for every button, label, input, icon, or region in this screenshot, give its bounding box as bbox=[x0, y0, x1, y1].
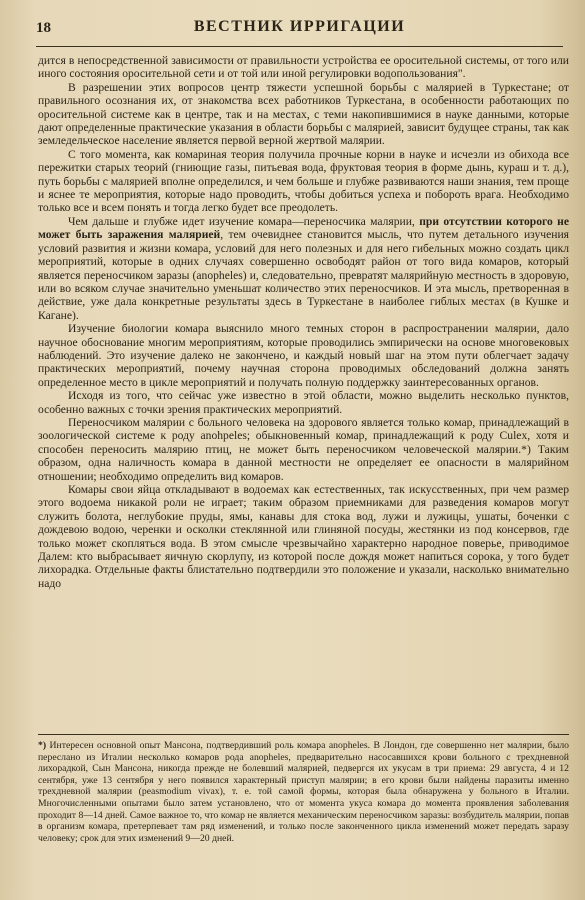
paragraph: Комары свои яйца откладывают в водоемах как естественных, так искусственных, при чем размер этого водоема никакой роли не играет; таким образом приемниками для разведения комаров могут служить болота, неглубокие пруды, ямы, канавы для стока вод, лужи и лужицы, ушаты, боченки с дождевою водою, черенки и осколки стеклянной или глиняной посуды, жестянки из под консервов, где только может скопляться вода. В этом смысле чрезвычайно характерно народное поверье, приводимое Далем: кто выбрасывает яичную скорлупу, из которой после дождя может напиться сорока, у того будет лихорадка. Отдельные факты блистательно подтвердили это положение и указали, насколько внимательно надо bbox=[38, 483, 569, 590]
paragraph-text: Чем дальше и глубже идет изучение комара—переносчика малярии, bbox=[68, 214, 420, 228]
paragraph: В разрешении этих вопросов центр тяжести успешной борьбы с малярией в Туркестане; от правильного осознания их, от знакомства всех работников Туркестана, в особенности работающих по оросительной системе как в центре, так и на местах, с теми накопившимися в науке данными, которые дают определенные практические указания в области борьбы с малярией, зависит будущее страны, так как земледельческое население является первой верной жертвой малярии. bbox=[38, 80, 569, 148]
paragraph bbox=[38, 215, 569, 322]
paragraph-text: , тем очевиднее становится мысль, что путем детального изучения условий развития и жизни комара, условий для него полезных и для него гибельных можно создать цикл мероприятий, которые в одних случаях совершенно освободят район от того вида комаров, который является переносчиком заразы (anopheles) и, следовательно, превратят малярийную местность в здоровую, или во всяком случае значительно уменьшат количество этих переносчиков. И эта мысль, претворенная в действие, уже дала конкретные результаты здесь в Туркестане в наиболее гиблых местах (в Кушке и Кагане). bbox=[38, 228, 569, 322]
paragraph: Исходя из того, что сейчас уже известно в этой области, можно выделить несколько пунктов, особенно важных с точки зрения практических мероприятий. bbox=[38, 389, 569, 416]
footnote-rule bbox=[38, 734, 569, 735]
paragraph: дится в непосредственной зависимости от правильности устройства ее оросительной системы, от того или иного состояния оросительной сети и от той или иной регулировки водопользования". bbox=[38, 54, 569, 81]
running-header bbox=[36, 18, 563, 42]
journal-title: ВЕСТНИК ИРРИГАЦИИ bbox=[193, 18, 406, 35]
header-rule bbox=[36, 46, 563, 47]
paragraph: Переносчиком малярии с больного человека на здорового является только комар, принадлежащий в зоологической системе к роду anohpeles; обыкновенный комар, принадлежащий к роду Culex, хотя и способен переносить малярию птиц, не может быть переносчиком человеческой малярии.*) Таким образом, одна наличность комара в данной местности не определяет ее опасности в малярийном отношении; необходимо определить вид комаров. bbox=[38, 415, 569, 483]
footnote-mark: *) bbox=[38, 740, 47, 751]
article-body bbox=[38, 54, 569, 590]
paragraph: Изучение биологии комара выяснило много темных сторон в распространении малярии, дало научное обоснование многим мероприятиям, которые проводились эмпирически на основе многовековых наблюдений. Это изучение далеко не закончено, и каждый новый шаг на этом пути облегчает задачу практических мероприятий, почему научная сторона проводимых обследований должна занять определенное место в цикле мероприятий и получать полную поддержку заинтересованных органов. bbox=[38, 322, 569, 389]
paragraph: С того момента, как комариная теория получила прочные корни в науке и исчезли из обихода все пережитки старых теорий (гниющие газы, питьевая вода, фруктовая теория в форме дынь, кураш и т. д.), путь борьбы с малярией вполне определился, и чем больше и глубже развиваются наши знания, тем проще и яснее те мероприятия, которые надо проводить, чтобы добиться успеха и побороть врага. Необходимо только все и всем понять и тогда легко будет все преодолеть. bbox=[38, 147, 569, 215]
page-number: 18 bbox=[36, 20, 51, 36]
footnote bbox=[38, 740, 569, 844]
footnote-text: Интересен основной опыт Мансона, подтвердивший роль комара anopheles. В Лондон, где совершенно нет малярии, было переслано из Италии несколько комаров рода anopheles, предварительно насосавшихся крови больного с трехдневной лихорадкой, Сын Мансона, никогда прежде не болевший малярией, педвергся их укусам в три приема: 29 августа, 4 и 12 сентября, уже 13 сентября у него появился характерный приступ малярии; в его крови были найдены паразиты именно трехдневной малярии (peasmodium vivax), т. е. той самой формы, которая была обнаружена у больного в Италии. Многочисленными опытами было затем установлено, что от момента укуса комара до момента проявления заболевания проходит 8—14 дней. Самое важное то, что комар не является механическим переносчиком заразы: возбудитель малярии, попав в организм комара, претерпевает там ряд изменений, и только после законченного цикла изменений может передать заразу человеку; срок для этих изменений 9—20 дней. bbox=[38, 740, 570, 844]
emphasis-text: при отсутствии которого не может быть заражения малярией bbox=[38, 214, 569, 242]
